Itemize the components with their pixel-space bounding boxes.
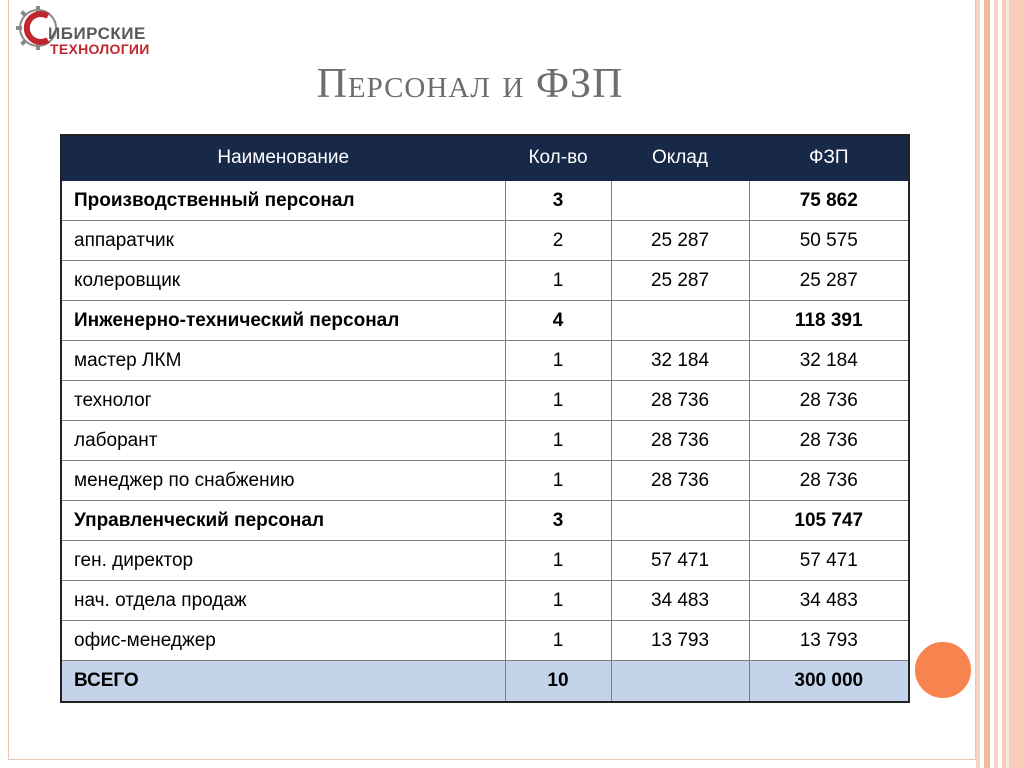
table-row: [61, 621, 909, 661]
table-row: [61, 261, 909, 301]
cell-name: аппаратчик: [61, 221, 505, 261]
table-row: [61, 381, 909, 421]
cell-qty: 1: [505, 541, 611, 581]
cell-fzp: 34 483: [749, 581, 909, 621]
group-row: [61, 501, 909, 541]
cell-qty: 1: [505, 341, 611, 381]
cell-fzp: 57 471: [749, 541, 909, 581]
staff-table: [60, 134, 910, 703]
cell-qty: 1: [505, 421, 611, 461]
cell-name: колеровщик: [61, 261, 505, 301]
cell-name: мастер ЛКМ: [61, 341, 505, 381]
logo-text-line1: ИБИРСКИЕ: [48, 24, 146, 43]
cell-qty: 4: [505, 301, 611, 341]
cell-fzp: 32 184: [749, 341, 909, 381]
cell-name: Производственный персонал: [61, 181, 505, 221]
cell-salary: [611, 501, 749, 541]
cell-salary: 34 483: [611, 581, 749, 621]
table-row: [61, 541, 909, 581]
cell-salary: 25 287: [611, 261, 749, 301]
column-header-salary: Оклад: [611, 135, 749, 181]
cell-fzp: 300 000: [749, 661, 909, 703]
cell-qty: 1: [505, 261, 611, 301]
cell-name: ген. директор: [61, 541, 505, 581]
cell-salary: 28 736: [611, 421, 749, 461]
cell-salary: 13 793: [611, 621, 749, 661]
cell-fzp: 75 862: [749, 181, 909, 221]
cell-salary: [611, 181, 749, 221]
cell-fzp: 28 736: [749, 421, 909, 461]
table-row: [61, 421, 909, 461]
cell-name: технолог: [61, 381, 505, 421]
cell-salary: [611, 301, 749, 341]
cell-salary: 32 184: [611, 341, 749, 381]
cell-name: менеджер по снабжению: [61, 461, 505, 501]
cell-qty: 10: [505, 661, 611, 703]
cell-name: офис-менеджер: [61, 621, 505, 661]
cell-salary: 25 287: [611, 221, 749, 261]
cell-salary: 57 471: [611, 541, 749, 581]
column-header-name: Наименование: [61, 135, 505, 181]
cell-name: Управленческий персонал: [61, 501, 505, 541]
cell-qty: 1: [505, 581, 611, 621]
cell-salary: 28 736: [611, 461, 749, 501]
decorative-stripes: [976, 0, 1024, 768]
cell-fzp: 105 747: [749, 501, 909, 541]
cell-qty: 1: [505, 381, 611, 421]
cell-qty: 3: [505, 181, 611, 221]
table-row: [61, 461, 909, 501]
cell-fzp: 25 287: [749, 261, 909, 301]
group-row: [61, 181, 909, 221]
decorative-circle: [912, 639, 974, 701]
table-body: [61, 181, 909, 703]
cell-name: Инженерно-технический персонал: [61, 301, 505, 341]
total-row: [61, 661, 909, 703]
cell-fzp: 13 793: [749, 621, 909, 661]
logo-text-line2: ТЕХНОЛОГИИ: [50, 41, 150, 57]
cell-salary: [611, 661, 749, 703]
company-logo: [10, 4, 180, 56]
cell-name: нач. отдела продаж: [61, 581, 505, 621]
cell-qty: 2: [505, 221, 611, 261]
column-header-fzp: ФЗП: [749, 135, 909, 181]
cell-qty: 1: [505, 461, 611, 501]
cell-name: ВСЕГО: [61, 661, 505, 703]
table-row: [61, 221, 909, 261]
cell-name: лаборант: [61, 421, 505, 461]
cell-qty: 3: [505, 501, 611, 541]
column-header-qty: Кол-во: [505, 135, 611, 181]
cell-fzp: 118 391: [749, 301, 909, 341]
cell-fzp: 28 736: [749, 461, 909, 501]
cell-fzp: 28 736: [749, 381, 909, 421]
cell-fzp: 50 575: [749, 221, 909, 261]
page-title: Персонал и ФЗП: [316, 61, 624, 107]
table-row: [61, 581, 909, 621]
cell-qty: 1: [505, 621, 611, 661]
group-row: [61, 301, 909, 341]
table-header-row: [61, 135, 909, 181]
cell-salary: 28 736: [611, 381, 749, 421]
table-row: [61, 341, 909, 381]
